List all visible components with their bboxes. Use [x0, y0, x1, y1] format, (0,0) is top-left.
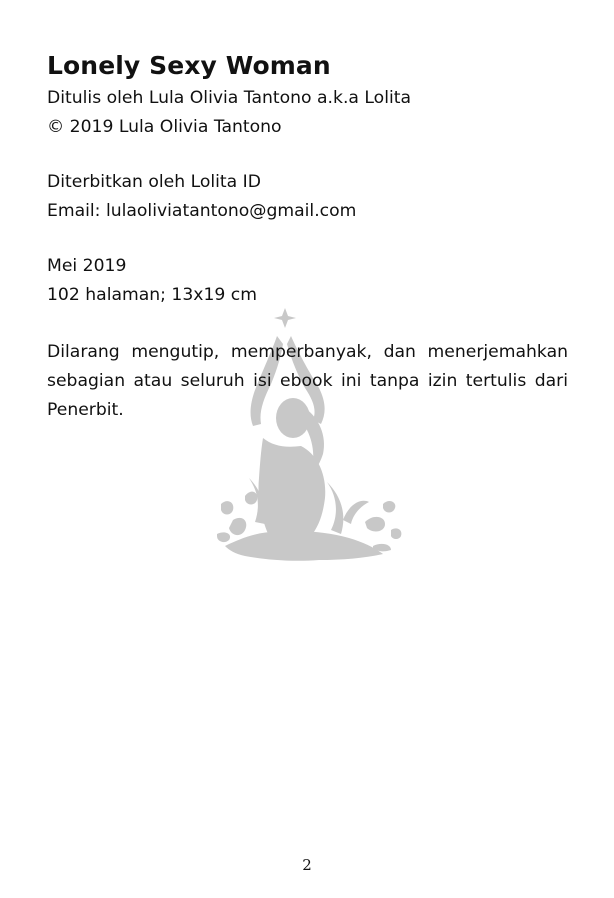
copyright-line: © 2019 Lula Olivia Tantono [47, 117, 282, 137]
page-number: 2 [302, 856, 312, 874]
book-specs: 102 halaman; 13x19 cm [47, 285, 257, 305]
author-line: Ditulis oleh Lula Olivia Tantono a.k.a Lolita [47, 88, 412, 108]
copyright-notice: Dilarang mengutip, memperbanyak, dan menerjemahkan sebagian atau seluruh isi ebook ini tanpa izin tertulis dari Penerbit. [47, 342, 568, 420]
publisher-line: Diterbitkan oleh Lolita ID [47, 172, 261, 192]
email-line: Email: lulaoliviatantono@gmail.com [47, 201, 357, 221]
book-title: Lonely Sexy Woman [47, 51, 331, 80]
publication-date: Mei 2019 [47, 256, 127, 276]
